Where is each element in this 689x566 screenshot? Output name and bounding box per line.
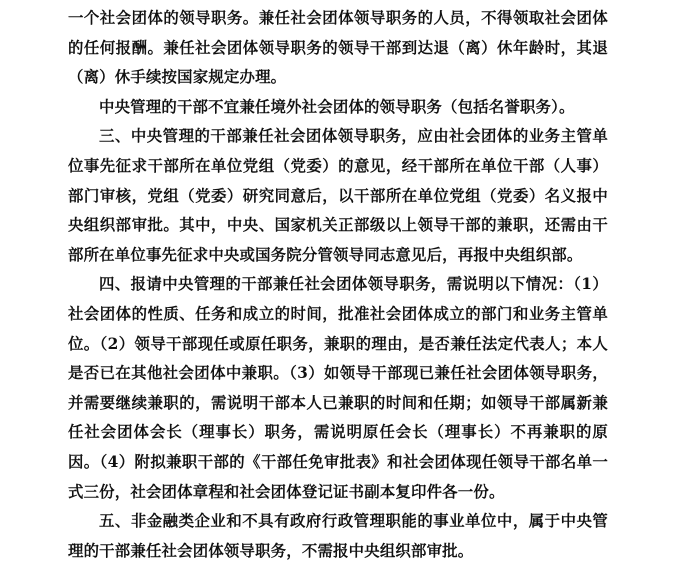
paragraph-section-four: 四、报请中央管理的干部兼任社会团体领导职务，需说明以下情况：（1）社会团体的性质、任务和成立的时间，批准社会团体成立的部门和业务主管单位。（2）领导干部现任或原任职务，兼职的理由，是否兼任法定代表人；本人是否已在其他社会团体中兼职。（3）如领导干部现已兼任社会团体领导职务，并需要继续兼职的，需说明干部本人已兼职的时间和任期；如领导干部属新兼任社会团体会长（理事长）职务，需说明原任会长（理事长）不再兼职的原因。（4）附拟兼职干部的《干部任免审批表》和社会团体现任领导干部名单一式三份，社会团体章程和社会团体登记证书副本复印件各一份。 bbox=[68, 275, 608, 501]
paragraph-section-five: 五、非金融类企业和不具有政府行政管理职能的事业单位中，属于中央管理的干部兼任社会团体领导职务，不需报中央组织部审批。 bbox=[68, 512, 608, 560]
paragraph-overseas-restriction: 中央管理的干部不宜兼任境外社会团体的领导职务（包括名誉职务）。 bbox=[99, 97, 575, 116]
paragraph-section-three: 三、中央管理的干部兼任社会团体领导职务，应由社会团体的业务主管单位事先征求干部所在单位党组（党委）的意见，经干部所在单位干部（人事）部门审核，党组（党委）研究同意后，以干部所在单位党组（党委）名义报中央组织部审批。其中，中央、国家机关正部级以上领导干部的兼职，还需由干部所在单位事先征求中央或国务院分管领导同志意见后，再报中央组织部。 bbox=[68, 127, 608, 264]
document-body bbox=[68, 4, 608, 566]
paragraph-continuation: 一个社会团体的领导职务。兼任社会团体领导职务的人员，不得领取社会团体的任何报酬。兼任社会团体领导职务的领导干部到达退（离）休年龄时，其退（离）休手续按国家规定办理。 bbox=[68, 9, 608, 87]
